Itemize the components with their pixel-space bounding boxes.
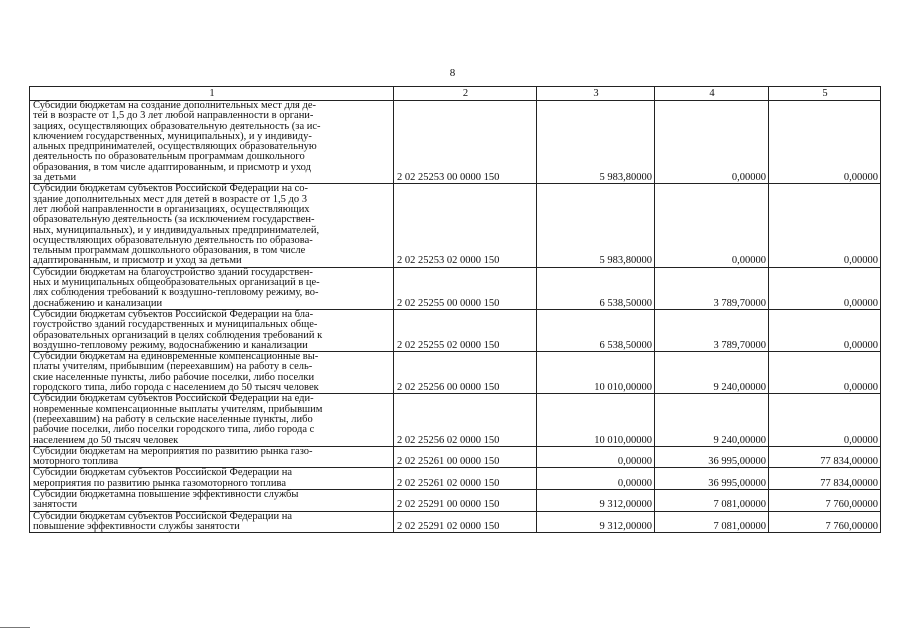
row-value-col5: 77 834,00000 xyxy=(769,468,881,490)
row-value-col5: 0,00000 xyxy=(769,352,881,394)
row-value-col4: 3 789,70000 xyxy=(655,309,769,351)
row-value-col3: 9 312,00000 xyxy=(537,511,655,533)
row-value-col3: 10 010,00000 xyxy=(537,352,655,394)
row-value-col5: 0,00000 xyxy=(769,101,881,184)
table-row xyxy=(30,309,881,351)
budget-table xyxy=(29,86,881,533)
row-code: 2 02 25291 00 0000 150 xyxy=(394,489,537,511)
row-value-col3: 0,00000 xyxy=(537,468,655,490)
row-code: 2 02 25255 02 0000 150 xyxy=(394,309,537,351)
row-value-col5: 0,00000 xyxy=(769,184,881,267)
row-code: 2 02 25256 02 0000 150 xyxy=(394,394,537,446)
row-description: Субсидии бюджетам субъектов Российской Федерации на мероприятия по развитию рынка газомоторного топлива xyxy=(30,468,394,490)
table-row xyxy=(30,511,881,533)
row-value-col5: 0,00000 xyxy=(769,309,881,351)
row-description: Субсидии бюджетамна повышение эффективности службы занятости xyxy=(30,489,394,511)
page-edge-mark xyxy=(0,627,30,628)
header-col-5: 5 xyxy=(769,87,881,101)
row-value-col5: 0,00000 xyxy=(769,267,881,309)
page-number: 8 xyxy=(449,67,456,79)
row-value-col4: 9 240,00000 xyxy=(655,394,769,446)
row-value-col4: 9 240,00000 xyxy=(655,352,769,394)
row-description: Субсидии бюджетам на благоустройство зданий государствен- ных и муниципальных общеобразовательных организаций в це- лях соблюдения требований к воздушно-тепловому режиму, во- доснабжению и канализации xyxy=(30,267,394,309)
row-code: 2 02 25253 00 0000 150 xyxy=(394,101,537,184)
table-row xyxy=(30,101,881,184)
row-description: Субсидии бюджетам на создание дополнительных мест для де- тей в возрасте от 1,5 до 3 лет любой направленности в органи- зациях, осуществляющих образовательную деятельность (за ис- ключением государственных, муниципальных), и у индивиду- альных предпринимателей, осуществляющих образовательную деятельность по образовательным программам дошкольного образования, в том числе адаптированным, и присмотр и уход за детьми xyxy=(30,101,394,184)
row-value-col5: 7 760,00000 xyxy=(769,511,881,533)
table-row xyxy=(30,468,881,490)
row-code: 2 02 25255 00 0000 150 xyxy=(394,267,537,309)
table-row xyxy=(30,446,881,468)
row-code: 2 02 25291 02 0000 150 xyxy=(394,511,537,533)
row-description: Субсидии бюджетам на мероприятия по развитию рынка газо- моторного топлива xyxy=(30,446,394,468)
row-code: 2 02 25261 00 0000 150 xyxy=(394,446,537,468)
row-value-col4: 0,00000 xyxy=(655,101,769,184)
row-value-col3: 9 312,00000 xyxy=(537,489,655,511)
table-row xyxy=(30,394,881,446)
row-description: Субсидии бюджетам субъектов Российской Федерации на повышение эффективности службы занятости xyxy=(30,511,394,533)
row-code: 2 02 25253 02 0000 150 xyxy=(394,184,537,267)
table-row xyxy=(30,184,881,267)
row-description: Субсидии бюджетам субъектов Российской Федерации на еди- новременные компенсационные выплаты учителям, прибывшим (переехавшим) на работу в сельские населенные пункты, либо рабочие поселки, либо поселки городского типа, либо города с населением до 50 тысяч человек xyxy=(30,394,394,446)
row-value-col3: 0,00000 xyxy=(537,446,655,468)
header-col-3: 3 xyxy=(537,87,655,101)
row-value-col3: 10 010,00000 xyxy=(537,394,655,446)
row-description: Субсидии бюджетам на единовременные компенсационные вы- платы учителям, прибывшим (переехавшим) на работу в сель- ские населенные пункты, либо рабочие поселки, либо поселки городского типа, либо города с населением до 50 тысяч человек xyxy=(30,352,394,394)
row-value-col5: 0,00000 xyxy=(769,394,881,446)
header-col-2: 2 xyxy=(394,87,537,101)
table-row xyxy=(30,489,881,511)
row-value-col5: 77 834,00000 xyxy=(769,446,881,468)
row-code: 2 02 25261 02 0000 150 xyxy=(394,468,537,490)
row-value-col4: 36 995,00000 xyxy=(655,468,769,490)
row-value-col4: 36 995,00000 xyxy=(655,446,769,468)
table-row xyxy=(30,267,881,309)
header-row xyxy=(30,87,881,101)
row-description: Субсидии бюджетам субъектов Российской Федерации на со- здание дополнительных мест для детей в возрасте от 1,5 до 3 лет любой направленности в организациях, осуществляющих образовательную деятельность (за исключением государствен- ных, муниципальных), и у индивидуальных предпринимателей, осуществляющих образовательную деятельность по образова- тельным программам дошкольного образования, в том числе адаптированным, и присмотр и уход за детьми xyxy=(30,184,394,267)
row-code: 2 02 25256 00 0000 150 xyxy=(394,352,537,394)
row-value-col3: 6 538,50000 xyxy=(537,267,655,309)
row-value-col4: 7 081,00000 xyxy=(655,489,769,511)
header-col-1: 1 xyxy=(30,87,394,101)
row-value-col3: 5 983,80000 xyxy=(537,101,655,184)
row-value-col5: 7 760,00000 xyxy=(769,489,881,511)
header-col-4: 4 xyxy=(655,87,769,101)
row-description: Субсидии бюджетам субъектов Российской Федерации на бла- гоустройство зданий государственных и муниципальных обще- образовательных организаций в целях соблюдения требований к воздушно-тепловому режиму, водоснабжению и канализации xyxy=(30,309,394,351)
row-value-col3: 5 983,80000 xyxy=(537,184,655,267)
row-value-col4: 3 789,70000 xyxy=(655,267,769,309)
row-value-col4: 7 081,00000 xyxy=(655,511,769,533)
table-row xyxy=(30,352,881,394)
row-value-col3: 6 538,50000 xyxy=(537,309,655,351)
row-value-col4: 0,00000 xyxy=(655,184,769,267)
